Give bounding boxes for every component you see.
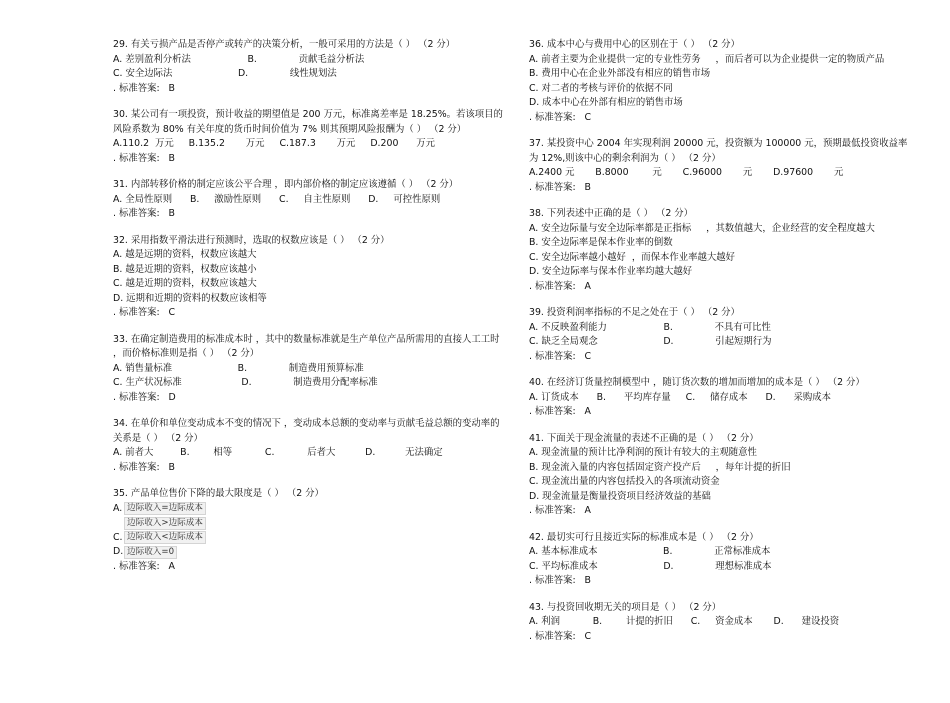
question-block <box>529 531 914 589</box>
question-stem: 37. 某投资中心 2004 年实现利润 20000 元，投资额为 100000 元，预期最低投资收益率为 12%,则该中心的剩余利润为（ ） （2 分） <box>529 138 908 164</box>
standard-answer: . 标准答案: A <box>529 505 591 516</box>
option-line: B. 现金流入量的内容包括固定资产投产后 ，每年计提的折旧 <box>529 461 791 473</box>
question-stem: 33. 在确定制造费用的标准成本时 ，其中的数量标准就是生产单位产品所需用的直接人工工时 ，而价格标准则是指（ ） （2 分） <box>113 333 500 359</box>
question-stem: 35. 产品单位售价下降的最大限度是（ ） （2 分） <box>113 488 324 499</box>
question-stem: 41. 下面关于现金流量的表述不正确的是（ ） （2 分） <box>529 432 759 444</box>
question-stem: 38. 下列表述中正确的是（ ） （2 分） <box>529 208 694 219</box>
option-line: A. 不反映盈利能力 B. 不具有可比性 <box>529 321 771 333</box>
standard-answer: . 标准答案: A <box>529 406 591 417</box>
option-line: A. 销售量标准 B. 制造费用预算标准 <box>113 362 364 374</box>
right-column <box>529 38 914 656</box>
option-letter: D. <box>113 546 124 557</box>
question-block <box>113 417 508 475</box>
option-line: A. 越是远期的资料，权数应该越大 <box>113 249 257 260</box>
option-line: C. 缺乏全局观念 D. 引起短期行为 <box>529 336 772 347</box>
left-column <box>113 38 508 586</box>
question-stem: 42. 最切实可行且接近实际的标准成本是（ ） （2 分） <box>529 531 759 543</box>
question-block <box>113 487 508 574</box>
question-block <box>113 108 508 166</box>
option-line: D. 安全边际率与保本作业率均越大越好 <box>529 266 693 277</box>
option-line: B. 费用中心在企业外部没有相应的销售市场 <box>529 68 711 79</box>
question-block <box>113 234 508 321</box>
option-line: C. 平均标准成本 D. 理想标准成本 <box>529 560 772 572</box>
standard-answer: . 标准答案: B <box>113 208 175 219</box>
standard-answer: . 标准答案: B <box>529 181 591 193</box>
question-block <box>529 137 914 195</box>
question-stem: 29. 有关亏损产品是否停产或转产的决策分析，一般可采用的方法是（ ） （2 分） <box>113 39 456 50</box>
option-line: C. 现金流出量的内容包括投入的各项流动资金 <box>529 476 720 487</box>
option-line: B. 安全边际率是保本作业率的倒数 <box>529 237 673 248</box>
option-line: A. 现金流量的预计比净利润的预计有较大的主观随意性 <box>529 447 757 458</box>
question-block <box>113 38 508 96</box>
standard-answer: . 标准答案: C <box>113 307 176 318</box>
option-line: C. 安全边际法 D. 线性规划法 <box>113 68 337 79</box>
option-letter: C. <box>113 531 123 543</box>
question-block <box>529 432 914 519</box>
option-image-text: 边际收入=边际成本 <box>124 502 206 515</box>
option-line: A. 差别盈利分析法 B. 贡献毛益分析法 <box>113 53 365 65</box>
question-stem: 34. 在单价和单位变动成本不变的情况下 ，变动成本总额的变动率与贡献毛益总额的变动率的关系是（ ） （2 分） <box>113 418 500 444</box>
question-block <box>529 38 914 125</box>
option-line: A. 利润 B. 计提的折旧 C. 资金成本 D. 建设投资 <box>529 616 840 627</box>
option-line: A. 基本标准成本 B. 正常标准成本 <box>529 546 771 557</box>
option-image-text: 边际收入=0 <box>124 546 177 559</box>
option-line: A.110.2 万元 B.135.2 万元 C.187.3 万元 D.200 万元 <box>113 138 436 149</box>
question-block <box>529 601 914 645</box>
option-image-text: 边际收入<边际成本 <box>124 531 206 544</box>
question-block <box>529 306 914 364</box>
question-stem: 36. 成本中心与费用中心的区别在于（ ） （2 分） <box>529 39 740 50</box>
option-letter: A. <box>113 502 123 514</box>
question-stem: 39. 投资利润率指标的不足之处在于（ ） （2 分） <box>529 307 740 318</box>
option-line: A. 订货成本 B. 平均库存量 C. 储存成本 D. 采购成本 <box>529 391 832 403</box>
option-line: D. 远期和近期的资料的权数应该相等 <box>113 292 267 304</box>
option-line: A. 前者大 B. 相等 C. 后者大 D. 无法确定 <box>113 447 443 458</box>
standard-answer: . 标准答案: C <box>529 630 592 642</box>
option-image-text: 边际收入>边际成本 <box>124 517 206 530</box>
question-stem: 40. 在经济订货量控制模型中 ，随订货次数的增加而增加的成本是（ ） （2 分） <box>529 377 865 388</box>
question-stem: 32. 采用指数平滑法进行预测时，选取的权数应该是（ ） （2 分） <box>113 234 390 246</box>
standard-answer: . 标准答案: B <box>113 82 175 94</box>
question-block <box>529 376 914 420</box>
question-stem: 31. 内部转移价格的制定应该公平合理 ，即内部价格的制定应该遵循（ ） （2 分） <box>113 179 459 190</box>
standard-answer: . 标准答案: D <box>113 391 176 403</box>
option-image-row <box>113 502 508 517</box>
standard-answer: . 标准答案: A <box>113 560 175 572</box>
option-line: B. 越是近期的资料，权数应该越小 <box>113 263 257 275</box>
option-image-row <box>113 531 508 546</box>
option-image-row <box>113 516 508 531</box>
option-line: C. 生产状况标准 D. 制造费用分配率标准 <box>113 377 378 388</box>
option-image-row <box>113 545 508 560</box>
option-line: A.2400 元 B.8000 元 C.96000 元 D.97600 元 <box>529 167 844 178</box>
option-line: C. 对二者的考核与评价的依据不同 <box>529 82 673 94</box>
option-line: A. 全局性原则 B. 激励性原则 C. 自主性原则 D. 可控性原则 <box>113 193 441 205</box>
standard-answer: . 标准答案: B <box>113 461 175 473</box>
question-block <box>113 333 508 406</box>
question-stem: 43. 与投资回收期无关的项目是（ ） （2 分） <box>529 601 722 613</box>
option-line: A. 前者主要为企业提供一定的专业性劳务 ，而后者可以为企业提供一定的物质产品 <box>529 53 885 65</box>
question-block <box>113 178 508 222</box>
standard-answer: . 标准答案: B <box>529 575 591 586</box>
standard-answer: . 标准答案: C <box>529 111 592 123</box>
option-line: D. 现金流量是衡量投资项目经济效益的基础 <box>529 490 711 502</box>
option-line: C. 越是近期的资料，权数应该越大 <box>113 278 257 289</box>
question-block <box>529 207 914 294</box>
option-line: D. 成本中心在外部有相应的销售市场 <box>529 97 683 108</box>
question-stem: 30. 某公司有一项投资，预计收益的期望值是 200 万元，标准离差率是 18.25%。若该项目的风险系数为 80% 有关年度的货币时间价值为 7% 则其预期风险报酬为（ ） （2 分） <box>113 109 503 135</box>
option-line: A. 安全边际量与安全边际率都是正指标 ，其数值越大，企业经营的安全程度越大 <box>529 222 875 234</box>
option-line: C. 安全边际率越小越好 ，而保本作业率越大越好 <box>529 251 735 263</box>
standard-answer: . 标准答案: C <box>529 350 592 362</box>
standard-answer: . 标准答案: B <box>113 152 175 164</box>
standard-answer: . 标准答案: A <box>529 280 591 292</box>
